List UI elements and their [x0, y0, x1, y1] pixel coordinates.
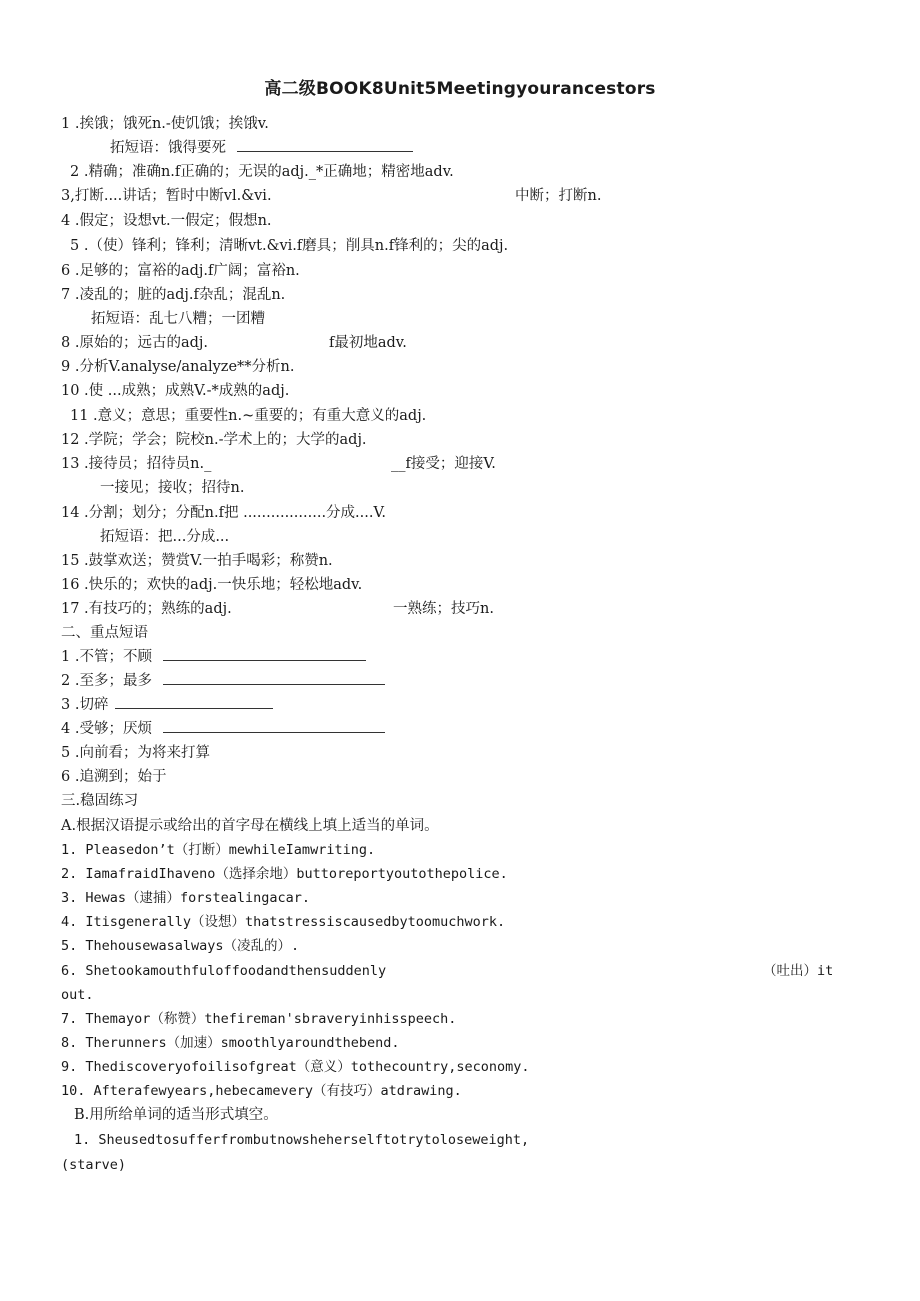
vocab-item-17-noun: 一熟练；技巧n. — [393, 601, 494, 617]
vocab-item-16: 16 .快乐的；欢快的adj.一快乐地；轻松地adv. — [61, 577, 363, 593]
answer-blank[interactable] — [163, 719, 385, 733]
phrase-item-1-text: 1 .不管；不顾 — [61, 649, 152, 665]
page-title: 高二级BOOK8Unit5Meetingyourancestors — [264, 79, 656, 99]
vocab-item-1-phrase — [110, 138, 413, 158]
section-b-instructions: B.用所给单词的适当形式填空。 — [74, 1107, 278, 1123]
vocab-item-13-verb: __f接受；迎接V. — [391, 456, 496, 472]
vocab-item-3-noun: 中断；打断n. — [515, 188, 602, 204]
vocab-item-6: 6 .足够的；富裕的adj.f广阔；富裕n. — [61, 263, 300, 279]
vocab-item-13-noun: 一接见；接收；招待n. — [100, 480, 245, 496]
vocab-item-5: 5 .（使）锋利；锋利；清晰vt.&vi.f磨具；削具n.f锋利的；尖的adj. — [70, 238, 509, 254]
vocab-item-14-phrase: 拓短语：把...分成... — [100, 529, 230, 545]
vocab-item-10: 10 .使 ...成熟；成熟V.-*成熟的adj. — [61, 383, 290, 399]
vocab-item-2: 2 .精确；准确n.f正确的；无误的adj._*正确地；精密地adv. — [70, 164, 454, 180]
vocab-item-14: 14 .分割；划分；分配n.f把 ..................分成....V. — [61, 505, 387, 521]
exercise-b1-hint: (starve) — [61, 1157, 127, 1173]
vocab-item-9: 9 .分析V.analyse/analyze**分析n. — [61, 359, 295, 375]
exercise-a6: 6. Shetookamouthfuloffoodandthensuddenly — [61, 963, 387, 979]
exercise-a10: 10. Afterafewyears,hebecamevery（有技巧）atdrawing. — [61, 1083, 462, 1099]
phrase-item-3-text: 3 .切碎 — [61, 697, 109, 713]
phrase-item-6: 6 .追溯到；始于 — [61, 769, 167, 785]
vocab-item-8: 8 .原始的；远古的adj. — [61, 335, 208, 351]
exercise-a5: 5. Thehousewasalways（凌乱的）. — [61, 938, 300, 954]
exercise-a1: 1. Pleasedon’t（打断）mewhileIamwriting. — [61, 842, 376, 858]
answer-blank[interactable] — [115, 695, 273, 709]
answer-blank[interactable] — [163, 671, 385, 685]
practice-heading: 三.稳固练习 — [61, 793, 139, 809]
phrase-item-4-text: 4 .受够；厌烦 — [61, 721, 152, 737]
vocab-item-7-phrase: 拓短语：乱七八糟；一团糟 — [91, 311, 265, 327]
exercise-a8: 8. Therunners（加速）smoothlyaroundthebend. — [61, 1035, 400, 1051]
vocab-item-4: 4 .假定；设想vt.一假定；假想n. — [61, 213, 272, 229]
section-a-instructions: A.根据汉语提示或给出的首字母在横线上填上适当的单词。 — [61, 818, 439, 834]
exercise-a6-hint: （吐出）it — [763, 963, 834, 979]
exercise-a7: 7. Themayor（称赞）thefireman'sbraveryinhisspeech. — [61, 1011, 457, 1027]
phrase-item-2-text: 2 .至多；最多 — [61, 673, 152, 689]
vocab-item-8-adverb: f最初地adv. — [329, 335, 407, 351]
phrase-item-1 — [61, 647, 366, 667]
phrase-item-2 — [61, 671, 385, 691]
answer-blank[interactable] — [237, 138, 413, 152]
answer-blank[interactable] — [163, 647, 366, 661]
exercise-a4: 4. Itisgenerally（设想）thatstressiscausedbytoomuchwork. — [61, 914, 506, 930]
vocab-item-3: 3,打断....讲话；暂时中断vl.&vi. — [61, 188, 272, 204]
vocab-item-1-phrase-text: 拓短语：饿得要死 — [110, 140, 226, 156]
phrase-item-3 — [61, 695, 273, 715]
phrases-heading: 二、重点短语 — [61, 625, 148, 641]
vocab-item-12: 12 .学院；学会；院校n.-学术上的；大学的adj. — [61, 432, 367, 448]
exercise-a6-continued: out. — [61, 987, 94, 1003]
phrase-item-5: 5 .向前看；为将来打算 — [61, 745, 210, 761]
exercise-a2: 2. IamafraidIhaveno（选择余地）buttoreportyoutothepolice. — [61, 866, 508, 882]
vocab-item-1: 1 .挨饿；饿死n.-使饥饿；挨饿v. — [61, 116, 269, 132]
exercise-b1: 1. Sheusedtosufferfrombutnowsheherselftotrytoloseweight, — [74, 1132, 530, 1148]
vocab-item-7: 7 .凌乱的；脏的adj.f杂乱；混乱n. — [61, 287, 286, 303]
exercise-a9: 9. Thediscoveryofoilisofgreat（意义）tothecountry,seconomy. — [61, 1059, 530, 1075]
exercise-a3: 3. Hewas（逮捕）forstealingacar. — [61, 890, 311, 906]
vocab-item-15: 15 .鼓掌欢送；赞赏V.一拍手喝彩；称赞n. — [61, 553, 333, 569]
phrase-item-4 — [61, 719, 385, 739]
vocab-item-13: 13 .接待员；招待员n._ — [61, 456, 212, 472]
vocab-item-17: 17 .有技巧的；熟练的adj. — [61, 601, 232, 617]
vocab-item-11: 11 .意义；意思；重要性n.~重要的；有重大意义的adj. — [70, 408, 427, 424]
